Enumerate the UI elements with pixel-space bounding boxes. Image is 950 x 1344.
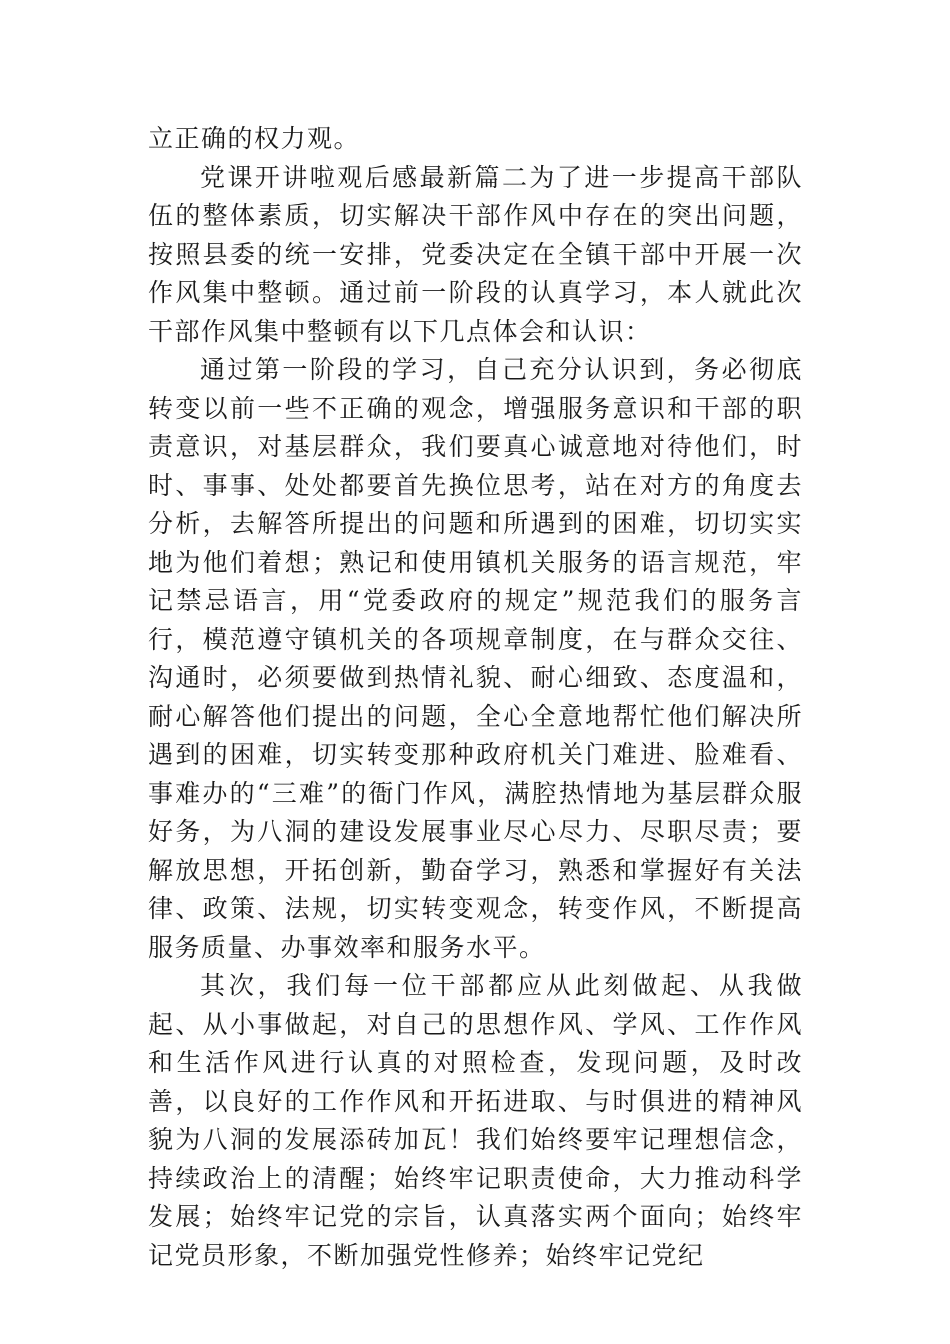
paragraph-4: 其次，我们每一位干部都应从此刻做起、从我做起、从小事做起，对自己的思想作风、学风、工作作风和生活作风进行认真的对照检查，发现问题，及时改善，以良好的工作作风和开拓进取、与时俱进的精神风貌为八洞的发展添砖加瓦！我们始终要牢记理想信念，持续政治上的清醒；始终牢记职责使命，大力推动科学发展；始终牢记党的宗旨，认真落实两个面向；始终牢记党员形象，不断加强党性修养；始终牢记党纪 [148,971,803,1270]
document-body [148,120,803,1275]
paragraph-1: 立正确的权力观。 [148,124,361,153]
paragraph-2: 党课开讲啦观后感最新篇二为了进一步提高干部队伍的整体素质，切实解决干部作风中存在的突出问题，按照县委的统一安排，党委决定在全镇干部中开展一次作风集中整顿。通过前一阶段的认真学习，本人就此次干部作风集中整顿有以下几点体会和认识： [148,162,803,346]
paragraph-3: 通过第一阶段的学习，自己充分认识到，务必彻底转变以前一些不正确的观念，增强服务意识和干部的职责意识，对基层群众，我们要真心诚意地对待他们，时时、事事、处处都要首先换位思考，站在对方的角度去分析，去解答所提出的问题和所遇到的困难，切切实实地为他们着想；熟记和使用镇机关服务的语言规范，牢记禁忌语言，用“党委政府的规定”规范我们的服务言行，模范遵守镇机关的各项规章制度，在与群众交往、沟通时，必须要做到热情礼貌、耐心细致、态度温和，耐心解答他们提出的问题，全心全意地帮忙他们解决所遇到的困难，切实转变那种政府机关门难进、脸难看、事难办的“三难”的衙门作风，满腔热情地为基层群众服好务，为八洞的建设发展事业尽心尽力、尽职尽责；要解放思想，开拓创新，勤奋学习，熟悉和掌握好有关法律、政策、法规，切实转变观念，转变作风，不断提高服务质量、办事效率和服务水平。 [148,355,803,962]
